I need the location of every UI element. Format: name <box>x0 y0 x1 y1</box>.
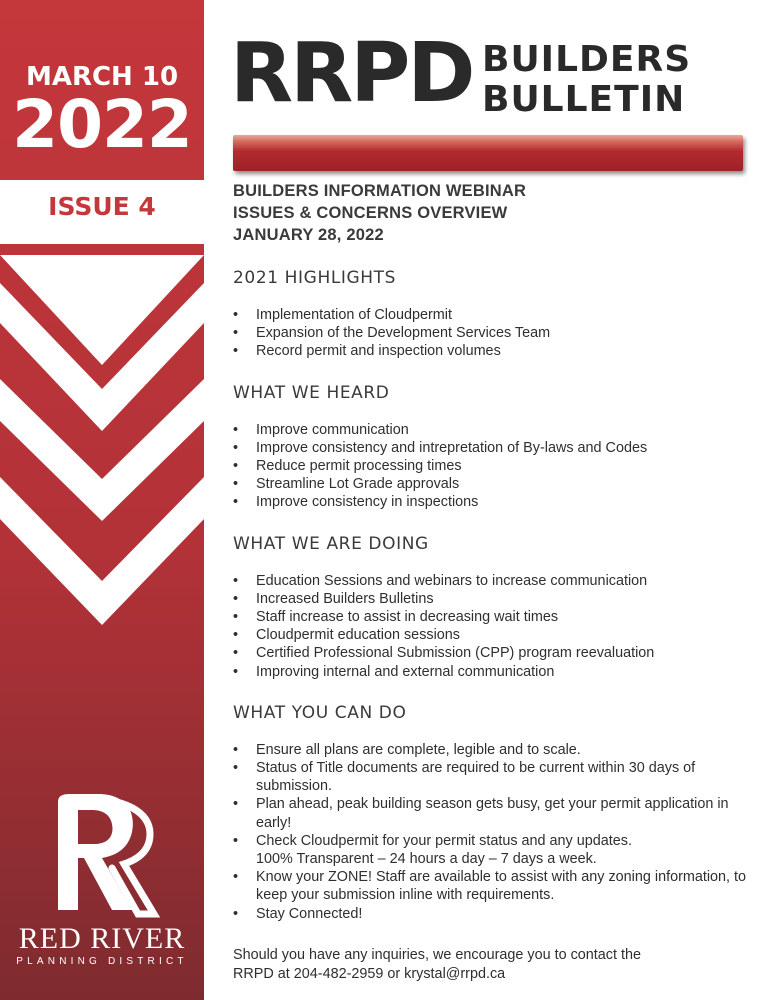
section-title: WHAT YOU CAN DO <box>233 702 407 723</box>
list-item: • Improving internal and external communication <box>233 663 753 681</box>
contact-info <box>233 946 753 984</box>
masthead-line2: BULLETIN <box>482 79 686 120</box>
list-item: • Staff increase to assist in decreasing wait times <box>233 608 753 626</box>
section-title: WHAT WE ARE DOING <box>233 533 429 554</box>
contact-line1: Should you have any inquiries, we encourage you to contact the <box>233 947 642 963</box>
list-item: • Streamline Lot Grade approvals <box>233 475 753 493</box>
doing-list <box>233 572 753 681</box>
webinar-header <box>233 180 753 246</box>
bulletin-body <box>233 180 753 923</box>
list-item: • Improve consistency and intrepretation of By-laws and Codes <box>233 439 753 457</box>
header-line1: BUILDERS INFORMATION WEBINAR <box>233 182 527 200</box>
list-item: • Cloudpermit education sessions <box>233 626 753 644</box>
list-item <box>233 832 753 868</box>
masthead-divider-bar <box>233 135 743 171</box>
list-item: • Certified Professional Submission (CPP) program reevaluation <box>233 644 753 662</box>
masthead-acronym: RRPD <box>230 26 473 121</box>
list-item: • Improve consistency in inspections <box>233 493 753 511</box>
list-item: • Reduce permit processing times <box>233 457 753 475</box>
header-line3: JANUARY 28, 2022 <box>233 226 384 244</box>
contact-line2: RRPD at 204-482-2959 or krystal@rrpd.ca <box>233 966 506 982</box>
list-item: • Stay Connected! <box>233 905 753 923</box>
list-item: • Record permit and inspection volumes <box>233 342 753 360</box>
sidebar <box>0 0 204 1000</box>
section-title: WHAT WE HEARD <box>233 382 390 403</box>
issue-date <box>0 62 204 163</box>
list-item: • Status of Title documents are required to be current within 30 days of submission. <box>233 759 753 795</box>
can-do-list <box>233 741 753 923</box>
list-item: • Increased Builders Bulletins <box>233 590 753 608</box>
logo-name: RED RIVER <box>18 922 186 955</box>
issue-number: ISSUE 4 <box>48 192 156 221</box>
date-year: 2022 <box>12 86 192 163</box>
highlights-list <box>233 306 753 361</box>
list-item: • Implementation of Cloudpermit <box>233 306 753 324</box>
rr-logo-icon <box>40 790 164 920</box>
list-item-line: 100% Transparent – 24 hours a day – 7 days a week. <box>256 851 597 868</box>
list-item: • Know your ZONE! Staff are available to assist with any zoning information, to keep your submission inline with requirements. <box>233 868 753 904</box>
chevron-decoration <box>0 255 204 635</box>
list-item: • Improve communication <box>233 421 753 439</box>
date-month: MARCH 10 <box>25 62 179 92</box>
masthead-line1: BUILDERS <box>482 39 692 80</box>
list-item: • Education Sessions and webinars to increase communication <box>233 572 753 590</box>
masthead-title <box>482 40 691 120</box>
list-item: • Expansion of the Development Services Team <box>233 324 753 342</box>
logo-subtitle: PLANNING DISTRICT <box>16 956 188 967</box>
list-item-line: Check Cloudpermit for your permit status and any updates. <box>256 832 632 849</box>
section-title: 2021 HIGHLIGHTS <box>233 268 397 288</box>
list-item: • Plan ahead, peak building season gets busy, get your permit application in early! <box>233 795 753 831</box>
header-line2: ISSUES & CONCERNS OVERVIEW <box>233 204 508 222</box>
heard-list <box>233 421 753 512</box>
list-item: • Ensure all plans are complete, legible and to scale. <box>233 741 753 759</box>
